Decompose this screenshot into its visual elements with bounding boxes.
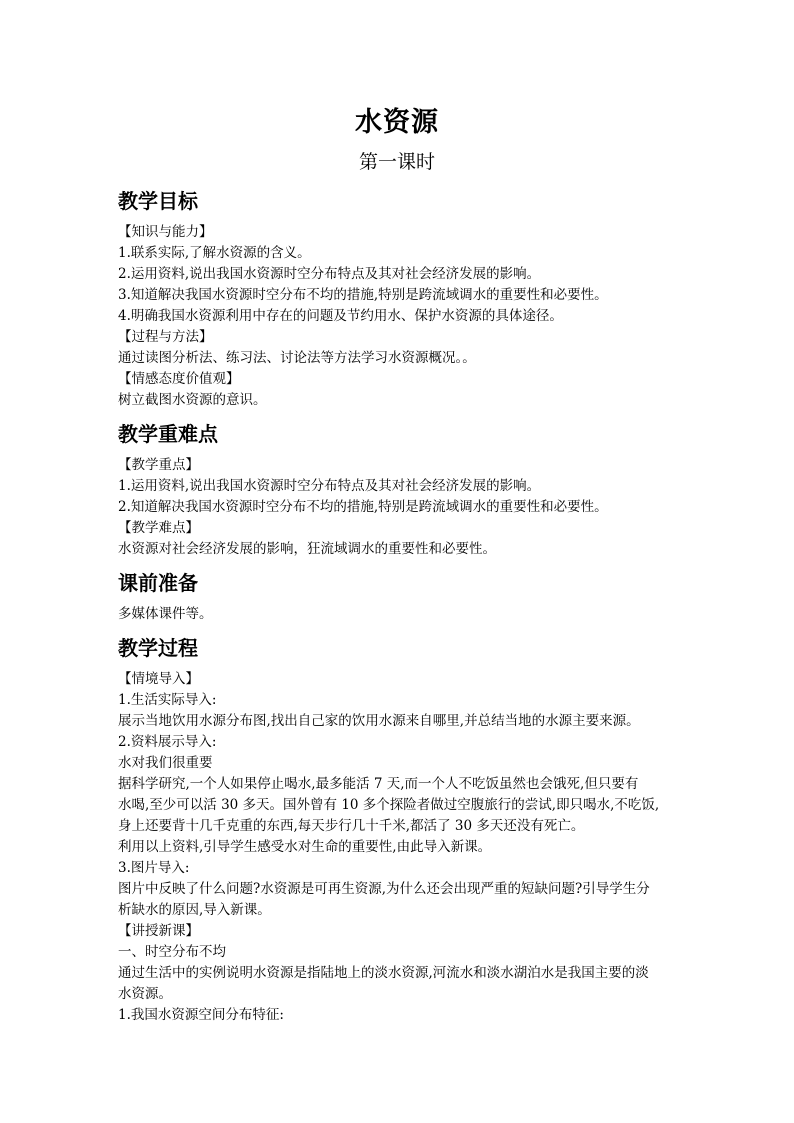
body-line: 据科学研究,一个人如果停止喝水,最多能活 7 天,而一个人不吃饭虽然也会饿死,但只要有 — [118, 776, 639, 792]
body-line: 1.运用资料,说出我国水资源时空分布特点及其对社会经济发展的影响。 — [118, 478, 541, 494]
body-line: 2.运用资料,说出我国水资源时空分布特点及其对社会经济发展的影响。 — [118, 266, 541, 282]
body-line: 3.知道解决我国水资源时空分布不均的措施,特别是跨流域调水的重要性和必要性。 — [118, 287, 608, 303]
section — [118, 568, 688, 625]
section — [118, 633, 688, 1026]
body-line: 1.生活实际导入: — [118, 692, 217, 708]
body-line: 【教学难点】 — [118, 520, 199, 536]
body-line: 展示当地饮用水源分布图,找出自己家的饮用水源来自哪里,并总结当地的水源主要来源。 — [118, 713, 640, 729]
document-subtitle: 第一课时 — [358, 151, 435, 173]
body-line: 通过读图分析法、练习法、讨论法等方法学习水资源概况。。 — [118, 350, 476, 366]
section-heading: 课前准备 — [118, 571, 198, 595]
body-line: 树立截图水资源的意识。 — [118, 392, 267, 408]
body-line: 1.我国水资源空间分布特征: — [118, 1007, 284, 1023]
body-line: 2.资料展示导入: — [118, 734, 217, 750]
body-line: 多媒体课件等。 — [118, 606, 213, 622]
body-line: 析缺水的原因,导入新课。 — [118, 902, 271, 918]
body-line: 2.知道解决我国水资源时空分布不均的措施,特别是跨流域调水的重要性和必要性。 — [118, 499, 608, 515]
body-line: 【过程与方法】 — [118, 329, 213, 345]
body-line: 图片中反映了什么问题?水资源是可再生资源,为什么还会出现严重的短缺问题?引导学生分 — [118, 881, 650, 897]
body-line: 【情境导入】 — [118, 671, 199, 687]
body-line: 【讲授新课】 — [118, 923, 199, 939]
section — [118, 186, 688, 411]
section-heading: 教学重难点 — [118, 422, 218, 446]
document-body — [118, 186, 688, 1034]
body-line: 水对我们很重要 — [118, 755, 213, 771]
body-line: 【情感态度价值观】 — [118, 371, 240, 387]
body-line: 通过生活中的实例说明水资源是指陆地上的淡水资源,河流水和淡水湖泊水是我国主要的淡 — [118, 965, 649, 981]
section-heading: 教学目标 — [118, 189, 198, 213]
body-line: 一、时空分布不均 — [118, 944, 226, 960]
body-line: 3.图片导入: — [118, 860, 190, 876]
body-line: 水喝,至少可以活 30 多天。国外曾有 10 多个探险者做过空腹旅行的尝试,即只喝水,不吃饭, — [118, 797, 660, 813]
document-title: 水资源 — [355, 107, 439, 138]
section — [118, 419, 688, 560]
body-line: 【知识与能力】 — [118, 224, 213, 240]
body-line: 【教学重点】 — [118, 457, 199, 473]
body-line: 4.明确我国水资源利用中存在的问题及节约用水、保护水资源的具体途径。 — [118, 308, 563, 324]
body-line: 利用以上资料,引导学生感受水对生命的重要性,由此导入新课。 — [118, 839, 492, 855]
body-line: 身上还要背十几千克重的东西,每天步行几十千米,都活了 30 多天还没有死亡。 — [118, 818, 585, 834]
body-line: 1.联系实际,了解水资源的含义。 — [118, 245, 311, 261]
body-line: 水资源对社会经济发展的影响，狂流域调水的重要性和必要性。 — [118, 541, 496, 557]
body-line: 水资源。 — [118, 986, 172, 1002]
section-heading: 教学过程 — [118, 636, 198, 660]
